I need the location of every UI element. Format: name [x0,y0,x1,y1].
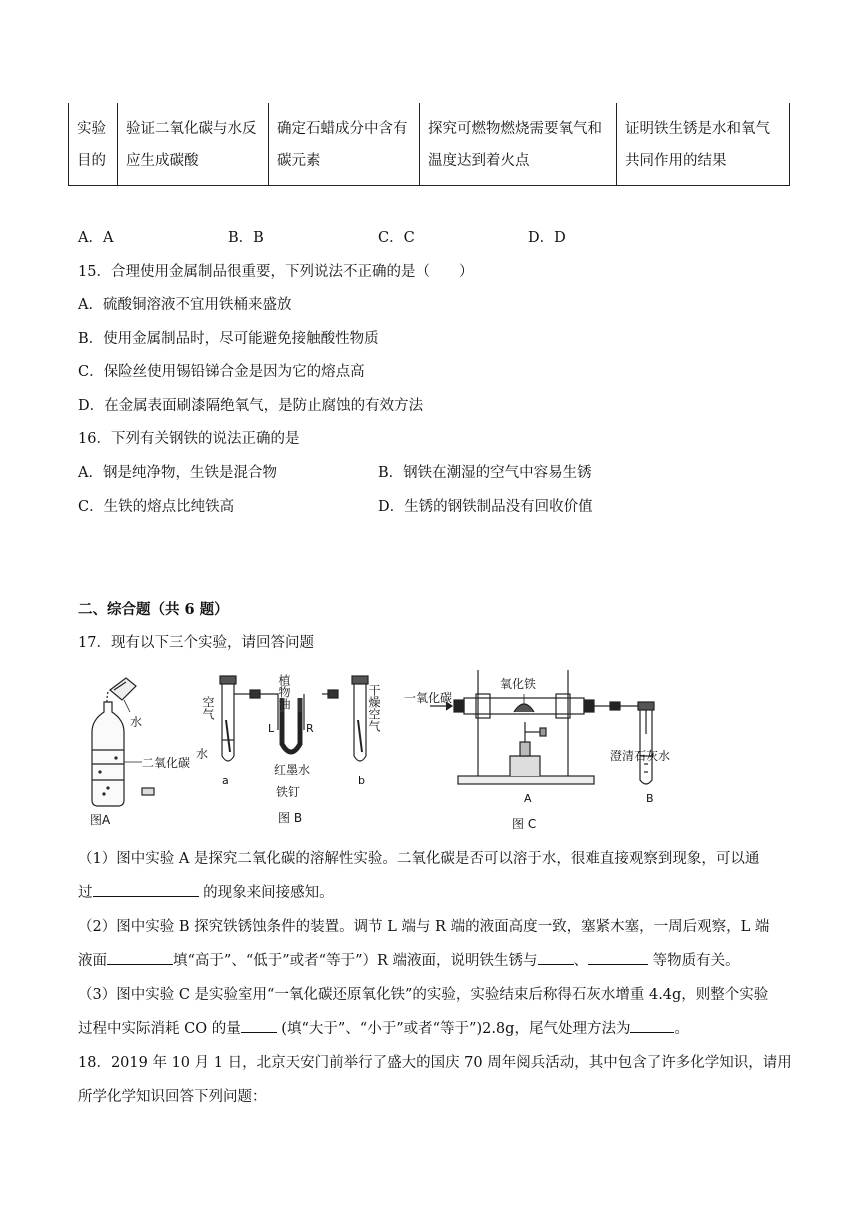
table-cell-b: 确定石蜡成分中含有碳元素 [269,103,420,186]
answer-blank-6[interactable] [630,1018,674,1033]
q16-stem: 16．下列有关钢铁的说法正确的是 [78,431,300,447]
q17-part3-text-3: 。 [674,1021,689,1037]
fig-c-a-label: A [524,792,532,805]
fig-a-caption: 图A [90,813,111,827]
fig-c-limewater-label: 澄清石灰水 [610,749,671,763]
fig-b-l-label: L [268,722,275,735]
q15-option-b: B．使用金属制品时，尽可能避免接触酸性物质 [78,331,379,347]
figure-a [92,678,154,806]
fig-b-red-ink-label: 红墨水 [274,763,311,777]
q17-part1-text-post: 的现象来间接感知。 [198,885,334,901]
answer-blank-4[interactable] [588,950,648,965]
q17-part2-line1: （2）图中实验 B 探究铁锈蚀条件的装置。调节 L 端与 R 端的液面高度一致，塞紧木塞，一周后观察，L 端 [78,919,770,935]
fig-b-caption: 图 B [278,811,303,825]
figure-c [430,670,654,784]
fig-b-oil-label: 植物油 [277,674,291,710]
q17-part1-text-pre: 过 [78,885,93,901]
table-cell-c: 探究可燃物燃烧需要氧气和温度达到着火点 [420,103,617,186]
q17-part2-text-2: 填“高于”、“低于”或者“等于”）R 端液面，说明铁生锈与 [173,953,538,969]
fig-a-water-label: 水 [130,715,143,729]
fig-c-b-label: B [646,792,654,805]
q15-option-d: D．在金属表面刷漆隔绝氧气，是防止腐蚀的有效方法 [78,398,424,414]
q17-part2-line2 [78,949,740,970]
fig-c-fe2o3-label: 氧化铁 [500,677,537,691]
fig-b-water-label: 水 [196,747,209,761]
q15-option-a: A．硫酸铜溶液不宜用铁桶来盛放 [78,297,292,313]
q16-option-a: A．钢是纯净物，生铁是混合物 [78,465,277,481]
q17-part3-line1: （3）图中实验 C 是实验室用“一氧化碳还原氧化铁”的实验，实验结束后称得石灰水增重 4.4g，则整个实验 [78,987,769,1003]
fig-b-a-label: a [222,774,229,787]
q15-stem: 15．合理使用金属制品很重要，下列说法不正确的是（ ） [78,264,474,280]
fig-b-b-label: b [358,774,365,787]
q17-part2-text-4: 等物质有关。 [648,953,740,969]
fig-b-r-label: R [306,722,314,735]
fig-b-air-label: 空气 [201,696,215,720]
answer-blank-5[interactable] [241,1018,277,1033]
q16-option-c: C．生铁的熔点比纯铁高 [78,499,235,515]
q14-option-b: B．B [228,230,264,246]
fig-a-co2-label: 二氧化碳 [142,756,191,770]
q17-part3-line2 [78,1017,689,1038]
fig-c-co-label: 一氧化碳 [404,691,453,705]
q17-part1-line2 [78,881,334,902]
q14-option-a: A．A [78,230,114,246]
q17-part3-text-1: 过程中实际消耗 CO 的量 [78,1021,241,1037]
answer-blank-1[interactable] [93,882,199,897]
q18-line1: 18．2019 年 10 月 1 日，北京天安门前举行了盛大的国庆 70 周年阅兵活动，其中包含了许多化学知识，请用 [78,1055,792,1071]
table-cell-d: 证明铁生锈是水和氧气共同作用的结果 [617,103,790,186]
figure-b [220,676,368,761]
table-header-cell: 实验目的 [69,103,118,186]
q17-part1-line1: （1）图中实验 A 是探究二氧化碳的溶解性实验。二氧化碳是否可以溶于水，很难直接观察到现象，可以通 [78,851,760,867]
fig-b-nail-label: 铁钉 [276,785,301,799]
q17-part2-text-1: 液面 [78,953,107,969]
fig-c-caption: 图 C [512,817,537,831]
q17-stem: 17．现有以下三个实验，请回答问题 [78,635,314,651]
answer-blank-3[interactable] [538,950,574,965]
q18-line2: 所学化学知识回答下列问题： [78,1089,267,1105]
experiment-table [68,103,790,186]
answer-blank-2[interactable] [107,950,173,965]
q16-option-d: D．生锈的钢铁制品没有回收价值 [378,499,593,515]
q17-part2-text-3: 、 [573,953,589,969]
fig-b-dry-air-label: 干燥空气 [367,684,381,732]
q14-option-d: D．D [528,230,566,246]
q16-option-b: B．钢铁在潮湿的空气中容易生锈 [378,465,592,481]
q15-option-c: C．保险丝使用锡铅锑合金是因为它的熔点高 [78,364,365,380]
q17-figures [78,660,798,835]
table-cell-a: 验证二氧化碳与水反应生成碳酸 [118,103,269,186]
section-heading: 二、综合题（共 6 题） [78,601,229,618]
q14-option-c: C．C [378,230,415,246]
q17-part3-text-2: (填“大于”、“小于”或者“等于”)2.8g，尾气处理方法为 [276,1021,631,1037]
